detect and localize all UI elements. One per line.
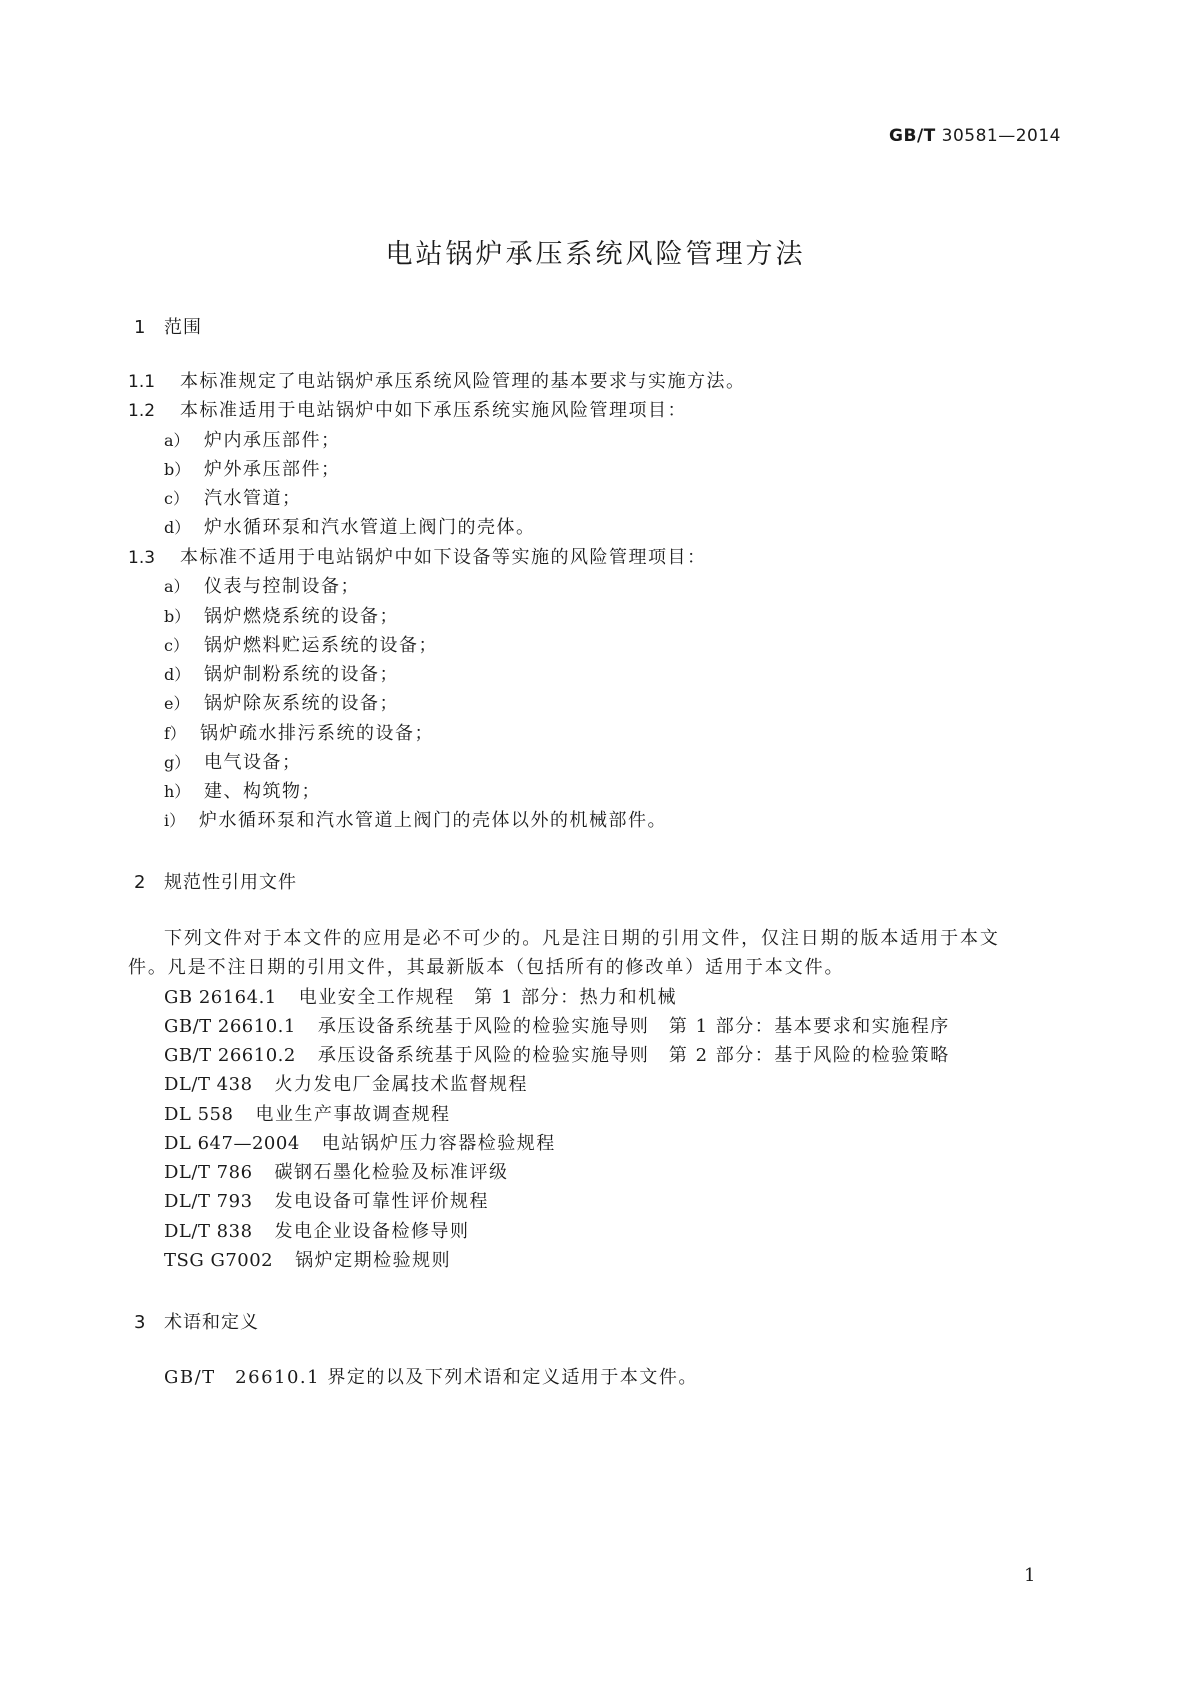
standard-number: 30581—2014	[941, 126, 1061, 146]
section-2-intro-line-2: 件。凡是不注日期的引用文件，其最新版本（包括所有的修改单）适用于本文件。	[128, 957, 845, 978]
reference-entry	[164, 1044, 950, 1068]
section-2-number: 2	[134, 872, 147, 893]
reference-code: TSG G7002	[164, 1250, 274, 1271]
reference-code: GB/T 26610.2	[164, 1045, 296, 1066]
clause-1-3-number: 1.3	[128, 548, 156, 568]
document-title: 电站锅炉承压系统风险管理方法	[385, 239, 806, 270]
list-item: d） 炉水循环泵和汽水管道上阀门的壳体。	[164, 517, 536, 538]
list-item: b） 锅炉燃烧系统的设备；	[164, 606, 399, 627]
clause-1-3	[128, 546, 707, 570]
list-item: f） 锅炉疏水排污系统的设备；	[164, 723, 434, 744]
list-item: g） 电气设备；	[164, 752, 302, 773]
reference-code: GB/T 26610.1	[164, 1016, 296, 1037]
reference-title: 发电企业设备检修导则	[274, 1221, 470, 1242]
list-item: c） 汽水管道；	[164, 488, 302, 509]
reference-entry	[164, 1190, 489, 1214]
list-item: c） 锅炉燃料贮运系统的设备；	[164, 635, 438, 656]
section-1-number: 1	[134, 317, 147, 338]
page-number: 1	[1024, 1565, 1036, 1586]
standard-code	[889, 126, 1061, 146]
reference-entry	[164, 1103, 450, 1127]
reference-entry	[164, 1220, 470, 1244]
reference-code: DL/T 793	[164, 1191, 253, 1212]
clause-1-2	[128, 399, 687, 423]
clause-1-1-number: 1.1	[128, 372, 156, 392]
reference-title: 承压设备系统基于风险的检验实施导则 第 2 部分：基于风险的检验策略	[317, 1045, 950, 1066]
list-item: b） 炉外承压部件；	[164, 459, 341, 480]
clause-1-2-text: 本标准适用于电站锅炉中如下承压系统实施风险管理项目：	[180, 400, 687, 421]
reference-code: DL/T 438	[164, 1074, 253, 1095]
section-3-title: 术语和定义	[164, 1312, 259, 1333]
section-2-title: 规范性引用文件	[164, 872, 297, 893]
reference-title: 锅炉定期检验规则	[295, 1250, 452, 1271]
reference-code: DL 647—2004	[164, 1133, 300, 1154]
clause-1-3-text: 本标准不适用于电站锅炉中如下设备等实施的风险管理项目：	[180, 547, 707, 568]
clause-1-2-number: 1.2	[128, 401, 156, 421]
list-item: d） 锅炉制粉系统的设备；	[164, 664, 399, 685]
list-item: e） 锅炉除灰系统的设备；	[164, 693, 399, 714]
section-2-heading	[134, 868, 297, 894]
list-item: a） 仪表与控制设备；	[164, 576, 360, 597]
reference-title: 火力发电厂金属技术监督规程	[274, 1074, 529, 1095]
reference-title: 发电设备可靠性评价规程	[274, 1191, 490, 1212]
reference-title: 承压设备系统基于风险的检验实施导则 第 1 部分：基本要求和实施程序	[317, 1016, 950, 1037]
section-3-heading	[134, 1308, 259, 1334]
reference-entry	[164, 1132, 556, 1156]
reference-code: DL/T 786	[164, 1162, 253, 1183]
reference-title: 电站锅炉压力容器检验规程	[321, 1133, 556, 1154]
list-item: a） 炉内承压部件；	[164, 430, 341, 451]
reference-entry	[164, 1073, 528, 1097]
reference-entry	[164, 1015, 950, 1039]
reference-code: GB 26164.1	[164, 987, 277, 1008]
reference-title: 电业生产事故调查规程	[255, 1104, 451, 1125]
clause-1-1	[128, 370, 746, 394]
reference-entry	[164, 1161, 509, 1185]
reference-entry	[164, 1249, 451, 1273]
reference-entry	[164, 986, 677, 1010]
section-1-title: 范围	[164, 317, 202, 338]
reference-title: 电业安全工作规程 第 1 部分：热力和机械	[298, 987, 678, 1008]
standard-prefix: GB/T	[889, 126, 936, 146]
section-1-heading	[134, 313, 202, 339]
section-3-intro: GB/T 26610.1 界定的以及下列术语和定义适用于本文件。	[164, 1367, 698, 1388]
section-2-intro-line-1: 下列文件对于本文件的应用是必不可少的。凡是注日期的引用文件，仅注日期的版本适用于本文	[164, 928, 1000, 949]
section-3-number: 3	[134, 1312, 147, 1333]
clause-1-1-text: 本标准规定了电站锅炉承压系统风险管理的基本要求与实施方法。	[180, 371, 746, 392]
list-item: h） 建、构筑物；	[164, 781, 321, 802]
list-item: i） 炉水循环泵和汽水管道上阀门的壳体以外的机械部件。	[164, 810, 667, 831]
reference-title: 碳钢石墨化检验及标准评级	[274, 1162, 509, 1183]
reference-code: DL/T 838	[164, 1221, 253, 1242]
reference-code: DL 558	[164, 1104, 234, 1125]
